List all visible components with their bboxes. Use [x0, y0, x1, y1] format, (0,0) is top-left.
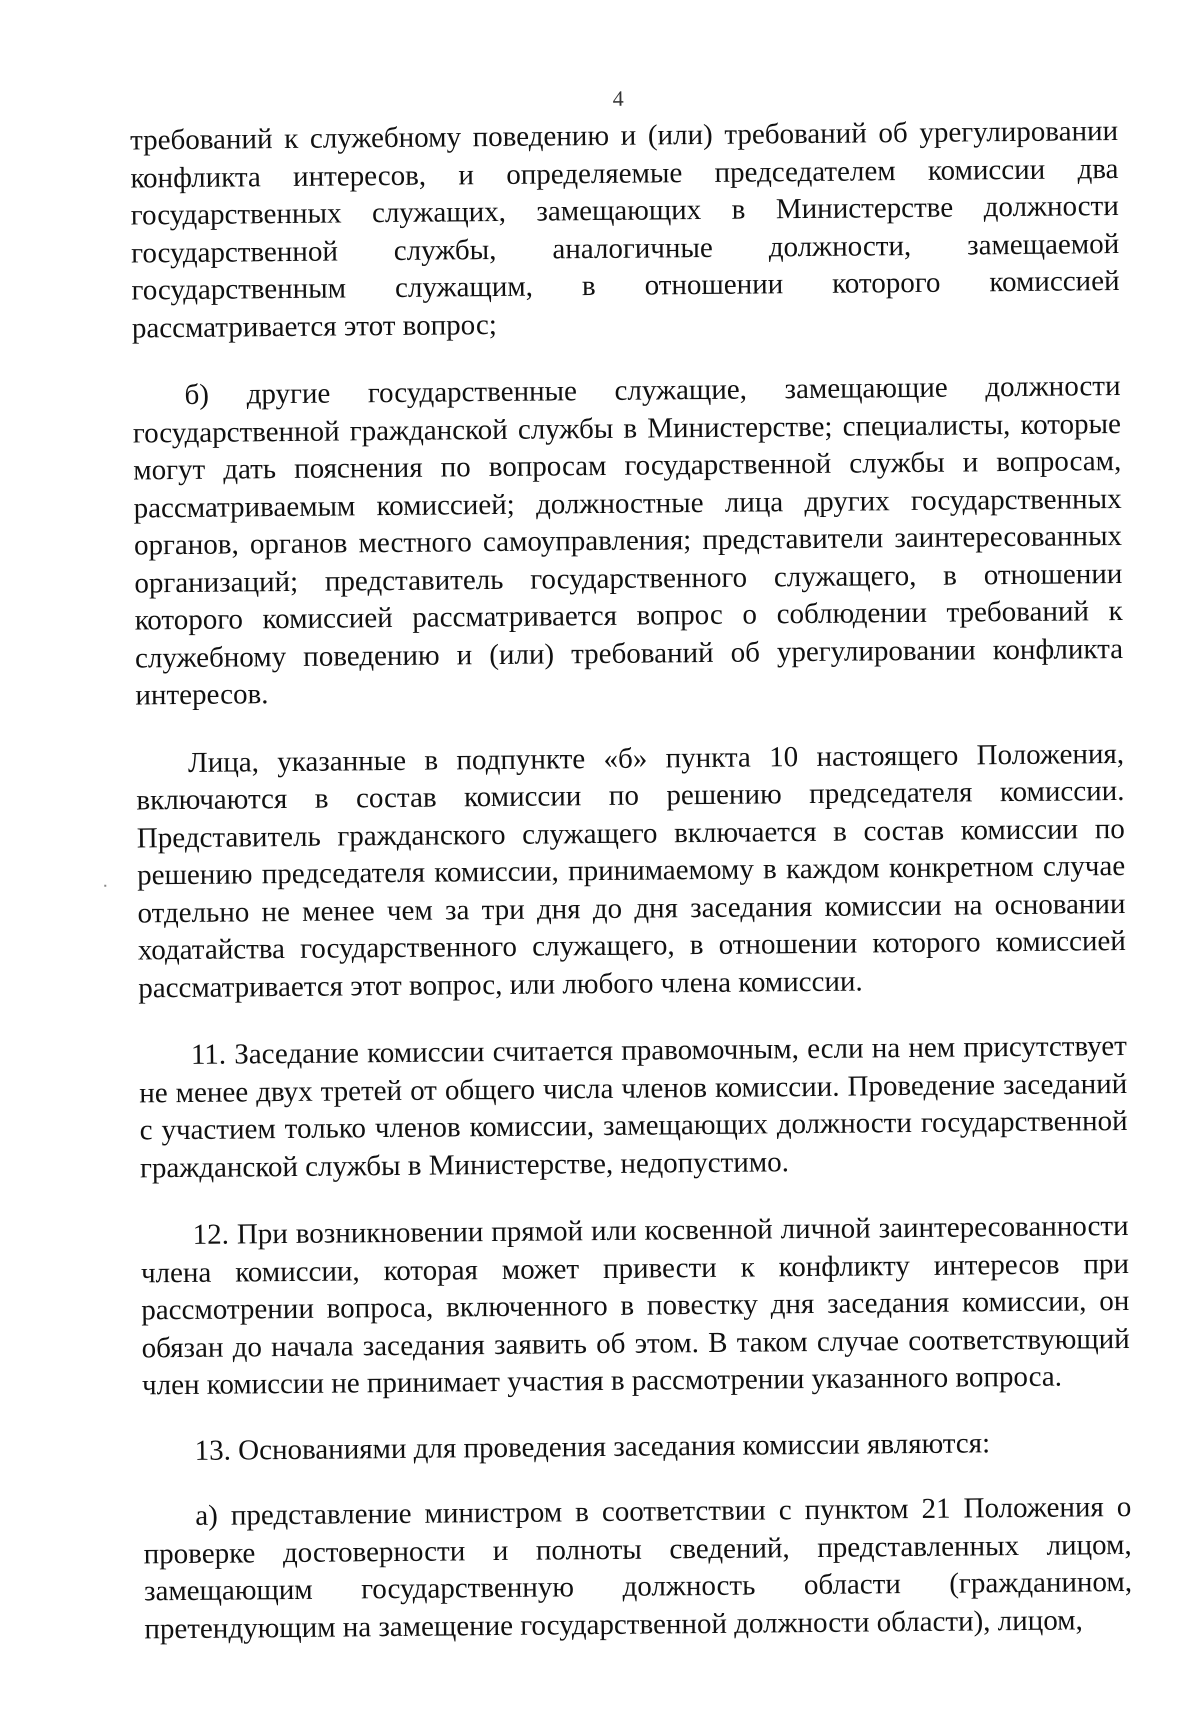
paragraph-continuation: требований к служебному поведению и (или) требований об урегулировании конфликта интересов, и определяемые председателем комиссии два государственных служащих, замещающих в Министерстве должности государственной службы, аналогичные должности, замещаемой государственным служащим, в отношении которого комиссией рассматривается этот вопрос; — [129, 114, 1120, 344]
paragraph-item-13: 13. Основаниями для проведения заседания комиссии являются: — [194, 1426, 991, 1467]
paragraph-persons-included: Лица, указанные в подпункте «б» пункта 10 настоящего Положения, включаются в состав комиссии по решению председателя комиссии. Представитель гражданского служащего включается в состав комиссии по решению председателя комиссии, принимаемому в каждом конкретном случае отдельно не менее чем за три дня до дня заседания комиссии на основании ходатайства государственного служащего, в отношении которого комиссией рассматривается этот вопрос, или любого члена комиссии. — [136, 737, 1127, 1004]
scan-speck — [104, 885, 106, 887]
paragraph-subitem-b: б) другие государственные служащие, замещающие должности государственной гражданской службы в Министерстве; специалисты, которые могут дать пояснения по вопросам государственной службы и вопросам, рассматриваемым комиссией; должностные лица других государственных органов, органов местного самоуправления; представители заинтересованных организаций; представитель государственного служащего, в отношении которого комиссией рассматривается вопрос о соблюдении требований к служебному поведению и (или) требований об урегулировании конфликта интересов. — [132, 369, 1124, 712]
document-body — [130, 113, 1133, 1648]
page-number: 4 — [612, 85, 624, 111]
paragraph-item-11: 11. Заседание комиссии считается правомочным, если на нем присутствует не менее двух третей от общего числа членов комиссии. Проведение заседаний с участием только членов комиссии, замещающих должности государственной гражданской службы в Министерстве, недопустимо. — [139, 1029, 1128, 1184]
paragraph-item-12: 12. При возникновении прямой или косвенной личной заинтересованности члена комиссии, которая может привести к конфликту интересов при рассмотрении вопроса, включенного в повестку дня заседания комиссии, он обязан до начала заседания заявить об этом. В таком случае соответствующий член комиссии не принимает участия в рассмотрении указанного вопроса. — [140, 1209, 1130, 1402]
paragraph-subitem-a: а) представление министром в соответствии с пунктом 21 Положения о проверке достоверности и полноты сведений, представленных лицом, замещающим государственную должность области (гражданином, претендующим на замещение государственной должности области), лицом, — [143, 1490, 1133, 1645]
